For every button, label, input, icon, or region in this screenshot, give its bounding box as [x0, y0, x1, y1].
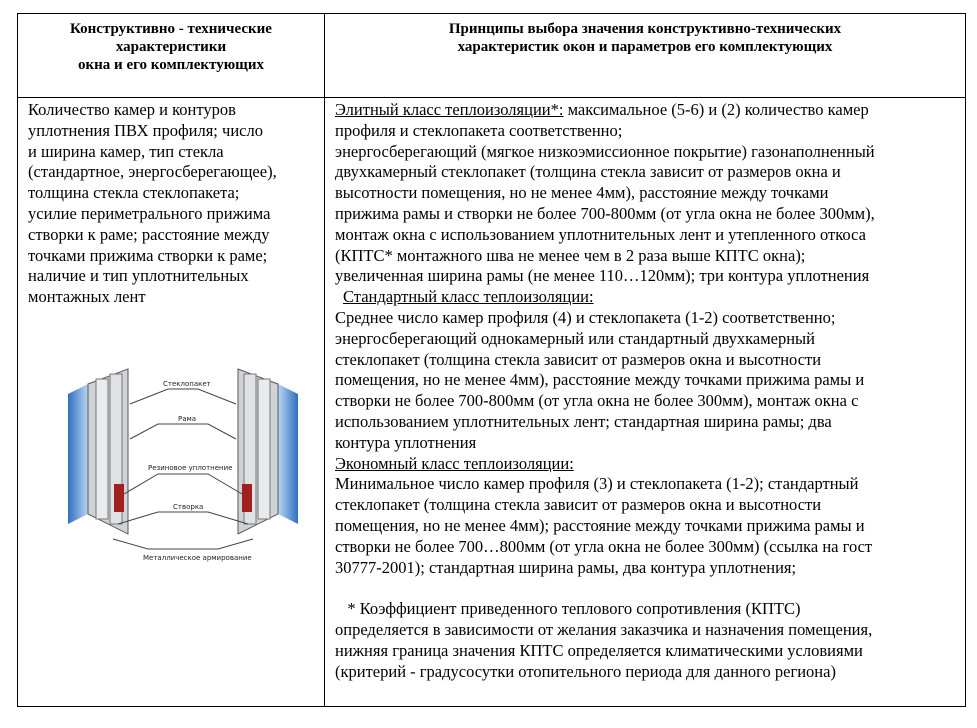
economy-line: створки не более 700…800мм (от угла окна не более 300мм) (ссылка на гост — [335, 536, 873, 556]
right-chamber — [258, 379, 270, 519]
col1-line: Количество камер и контуров — [28, 100, 236, 119]
characteristics-list — [28, 100, 312, 308]
elite-line: монтаж окна с использованием уплотнительных лент и утепленного откоса — [335, 224, 866, 244]
economy-title-line — [335, 454, 963, 475]
col1-line: точками прижима створки к раме; — [28, 245, 268, 265]
header-col1 — [24, 20, 318, 74]
elite-line: профиля и стеклопакета соответственно; — [335, 120, 623, 140]
economy-line: Минимальное число камер профиля (3) и стеклопакета (1-2); стандартный — [335, 474, 859, 494]
header-col1-line: окна и его комплектующих — [78, 57, 264, 73]
right-seal — [242, 484, 252, 512]
elite-line: высотности помещения, но не менее 4мм), расстояние между точками — [335, 183, 829, 203]
pointer-line — [124, 474, 242, 494]
elite-title: Элитный класс теплоизоляции*: — [335, 100, 564, 119]
economy-line: помещения, но не менее 4мм); расстояние между точками прижима рамы и — [335, 515, 865, 535]
label-sash: Створка — [173, 503, 204, 511]
left-glass — [68, 384, 88, 524]
standard-line: контура уплотнения — [335, 432, 477, 452]
pointer-line — [130, 389, 236, 404]
note-line: (критерий - градусосутки отопительного периода для данного региона) — [335, 661, 836, 681]
note-line: определяется в зависимости от желания заказчика и назначения помещения, — [335, 619, 873, 639]
economy-title: Экономный класс теплоизоляции: — [335, 453, 574, 473]
elite-line: (КПТС* монтажного шва не менее чем в 2 раза выше КПТС окна); — [335, 245, 806, 265]
right-glass — [278, 384, 298, 524]
elite-line: прижима рамы и створки не более 700-800мм (от угла окна не более 300мм), — [335, 203, 875, 223]
window-profile-diagram — [58, 364, 308, 564]
header-col2-line: характеристик окон и параметров его комплектующих — [457, 39, 833, 55]
col1-line: усилие периметрального прижима — [28, 203, 271, 223]
col1-line: уплотнения ПВХ профиля; число — [28, 120, 263, 140]
principles-text — [335, 100, 963, 682]
label-frame: Рама — [178, 415, 197, 423]
col1-line: (стандартное, энергосберегающее), — [28, 162, 277, 182]
column-divider — [324, 14, 325, 706]
standard-line: энергосберегающий однокамерный или стандартный двухкамерный — [335, 328, 815, 348]
label-armor: Металлическое армирование — [143, 554, 252, 562]
header-col2 — [330, 20, 960, 56]
standard-title-line — [335, 287, 963, 308]
elite-line: увеличенная ширина рамы (не менее 110…120мм); три контура уплотнения — [335, 266, 870, 286]
standard-line: помещения, но не менее 4мм), расстояние между точками прижима рамы и — [335, 370, 865, 390]
spacer — [335, 578, 963, 599]
label-seal: Резиновое уплотнение — [148, 464, 233, 472]
standard-line: использованием уплотнительных лент; стандартная ширина рамы; два — [335, 411, 832, 431]
col1-line: створки к раме; расстояние между — [28, 224, 270, 244]
col1-line: и ширина камер, тип стекла — [28, 141, 224, 161]
standard-line: Среднее число камер профиля (4) и стеклопакета (1-2) соответственно; — [335, 307, 836, 327]
header-divider — [18, 97, 965, 98]
elite-first-line — [335, 100, 963, 121]
header-col1-line: характеристики — [115, 39, 227, 55]
standard-line: створки не более 700-800мм (от угла окна не более 300мм), монтаж окна с — [335, 391, 859, 411]
standard-line: стеклопакет (толщина стекла зависит от размеров окна и высотности — [335, 349, 822, 369]
header-col1-line: Конструктивно - технические — [70, 21, 272, 37]
pointer-line — [118, 512, 248, 524]
left-seal — [114, 484, 124, 512]
note-line: * Коэффициент приведенного теплового сопротивления (КПТС) — [335, 599, 801, 619]
pointer-line — [130, 424, 236, 439]
col1-line: монтажных лент — [28, 287, 146, 307]
col1-line: толщина стекла стеклопакета; — [28, 183, 240, 203]
left-chamber — [96, 379, 108, 519]
pointer-line — [113, 539, 253, 549]
elite-line: энергосберегающий (мягкое низкоэмиссионное покрытие) газонаполненный — [335, 141, 875, 161]
standard-title: Стандартный класс теплоизоляции: — [343, 287, 594, 307]
elite-first-rest: максимальное (5-6) и (2) количество камер — [563, 100, 869, 119]
elite-line: двухкамерный стеклопакет (толщина стекла зависит от размеров окна и — [335, 162, 841, 182]
economy-line: 30777-2001); стандартная ширина рамы, два контура уплотнения; — [335, 557, 797, 577]
label-glass: Стеклопакет — [163, 380, 211, 388]
col1-line: наличие и тип уплотнительных — [28, 266, 249, 286]
note-line: нижняя граница значения КПТС определяется климатическими условиями — [335, 640, 863, 660]
header-col2-line: Принципы выбора значения конструктивно-технических — [448, 21, 842, 37]
economy-line: стеклопакет (толщина стекла зависит от размеров окна и высотности — [335, 495, 822, 515]
characteristics-table — [17, 13, 966, 707]
